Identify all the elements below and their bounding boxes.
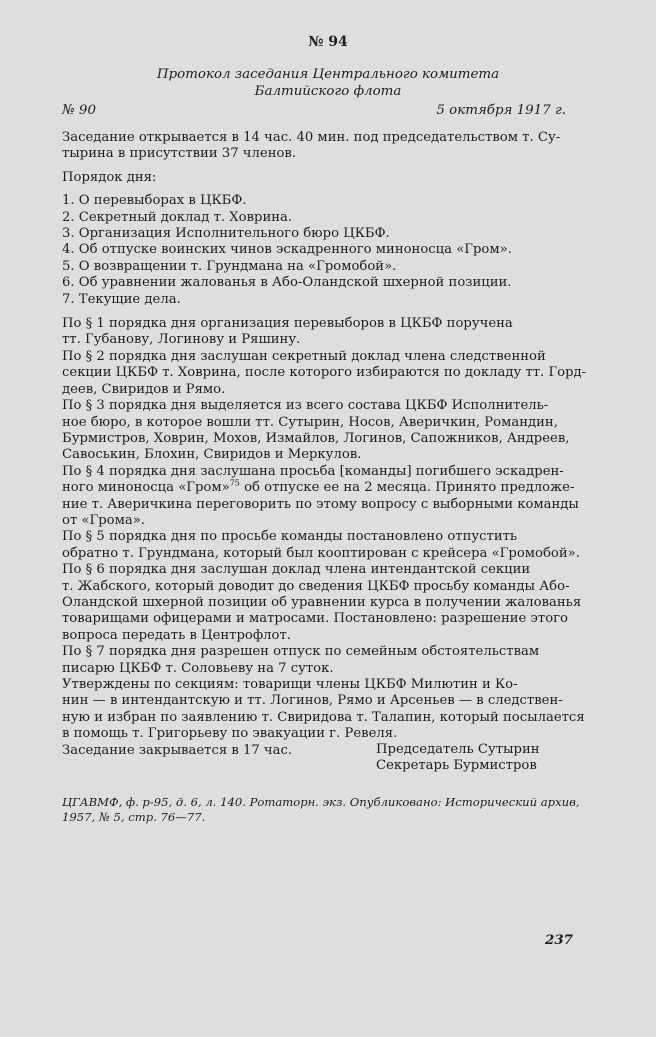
text-line: т. Жабского, который доводит до сведения ЦКБФ просьбу команды Або- (62, 578, 570, 594)
agenda-list (62, 193, 566, 308)
text-line: По § 1 порядка дня организация перевыборов в ЦКБФ поручена (62, 316, 513, 332)
text-line: нин — в интендантскую и тт. Логинов, Рямо и Арсеньев — в следствен- (62, 693, 563, 709)
title-line: Протокол заседания Центрального комитета (156, 67, 500, 82)
paragraph-section-2 (62, 348, 587, 398)
text-fragment: об отпуске ее на 2 месяца. Принято предложе- (239, 480, 575, 496)
document-title (0, 66, 656, 100)
paragraph-sections-approved (62, 677, 585, 743)
text-line: Утверждены по секциям: товарищи члены ЦКБФ Милютин и Ко- (62, 677, 518, 692)
paragraph-section-3 (62, 398, 570, 464)
title-line: Балтийского флота (254, 84, 402, 99)
agenda-item: 6. Об уравнении жалованья в Або-Оландской шхерной позиции. (62, 275, 512, 291)
document-number: № 94 (308, 34, 348, 50)
agenda-item: 5. О возвращении т. Грундмана на «Громобой». (62, 258, 397, 274)
paragraph-section-4 (62, 463, 579, 530)
protocol-number: № 90 (62, 103, 96, 118)
protocol-body (62, 130, 587, 759)
text-line: По § 4 порядка дня заслушана просьба [команды] погибшего эскадрен- (62, 463, 564, 479)
text-line: от «Грома». (62, 512, 145, 528)
footnote-marker: 75 (229, 478, 240, 488)
text-line: По § 2 порядка дня заслушан секретный доклад члена следственной (62, 348, 546, 364)
agenda-title (62, 170, 566, 186)
agenda-item: 4. Об отпуске воинских чинов эскадренного миноносца «Гром». (62, 242, 512, 258)
secretary-signature: Секретарь Бурмистров (376, 758, 537, 774)
text-line: ную и избран по заявлению т. Свиридова т. Талапин, который посылается (62, 709, 585, 725)
text-line: ное бюро, в которое вошли тт. Сутырин, Носов, Аверичкин, Романдин, (62, 414, 558, 430)
opening-paragraph (62, 130, 566, 163)
text-line: Порядок дня: (62, 169, 157, 185)
text-line: Оландской шхерной позиции об уравнении курса в получении жалованья (62, 594, 582, 610)
text-line: 1957, № 5, стр. 76—77. (62, 809, 206, 824)
text-line: тырина в присутствии 37 членов. (62, 146, 297, 162)
text-line (62, 478, 575, 496)
text-line: По § 6 порядка дня заслушан доклад члена интендантской секции (62, 562, 531, 578)
text-line: По § 7 порядка дня разрешен отпуск по семейным обстоятельствам (62, 644, 540, 660)
text-line: Заседание открывается в 14 час. 40 мин. под председательством т. Су- (62, 130, 561, 145)
text-line: По § 5 порядка дня по просьбе команды постановлено отпустить (62, 529, 518, 545)
page-number: 237 (545, 932, 573, 948)
paragraph-section-1 (62, 316, 566, 349)
text-line: тт. Губанову, Логинову и Ряшину. (62, 332, 301, 348)
text-line: вопроса передать в Центрофлот. (62, 627, 291, 643)
text-line: писарю ЦКБФ т. Соловьеву на 7 суток. (62, 660, 334, 676)
paragraph-section-7 (62, 644, 566, 677)
text-line: Заседание закрывается в 17 час. (62, 742, 293, 758)
agenda-item: 7. Текущие дела. (62, 291, 181, 307)
text-line: Бурмистров, Ховрин, Мохов, Измайлов, Логинов, Сапожников, Андреев, (62, 430, 570, 446)
paragraph-section-6 (62, 562, 582, 644)
archival-source-note (62, 795, 580, 824)
text-fragment: ного миноносца «Гром» (62, 480, 230, 496)
text-line: ЦГАВМФ, ф. р-95, д. 6, л. 140. Ротаторн. экз. Опубликовано: Исторический архив, (62, 795, 580, 809)
text-line: секции ЦКБФ т. Ховрина, после которого избираются по докладу тт. Горд- (62, 365, 587, 381)
text-line: в помощь т. Григорьеву по эвакуации г. Ревеля. (62, 726, 398, 742)
agenda-item: 2. Секретный доклад т. Ховрина. (62, 209, 293, 225)
text-line: По § 3 порядка дня выделяется из всего состава ЦКБФ Исполнитель- (62, 398, 549, 414)
chairman-signature: Председатель Сутырин (376, 742, 540, 757)
protocol-date: 5 октября 1917 г. (436, 103, 566, 118)
text-line: товарищами офицерами и матросами. Постановлено: разрешение этого (62, 611, 568, 627)
text-line: Савоськин, Блохин, Свиридов и Меркулов. (62, 447, 362, 463)
text-line: деев, Свиридов и Рямо. (62, 381, 226, 397)
signatures (376, 742, 576, 775)
agenda-item: 3. Организация Исполнительного бюро ЦКБФ. (62, 226, 390, 242)
text-line: обратно т. Грундмана, который был кооптирован с крейсера «Громобой». (62, 545, 580, 561)
text-line: ние т. Аверичкина переговорить по этому вопросу с выборными команды (62, 496, 579, 512)
agenda-item: 1. О перевыборах в ЦКБФ. (62, 193, 247, 209)
paragraph-section-5 (62, 529, 580, 562)
